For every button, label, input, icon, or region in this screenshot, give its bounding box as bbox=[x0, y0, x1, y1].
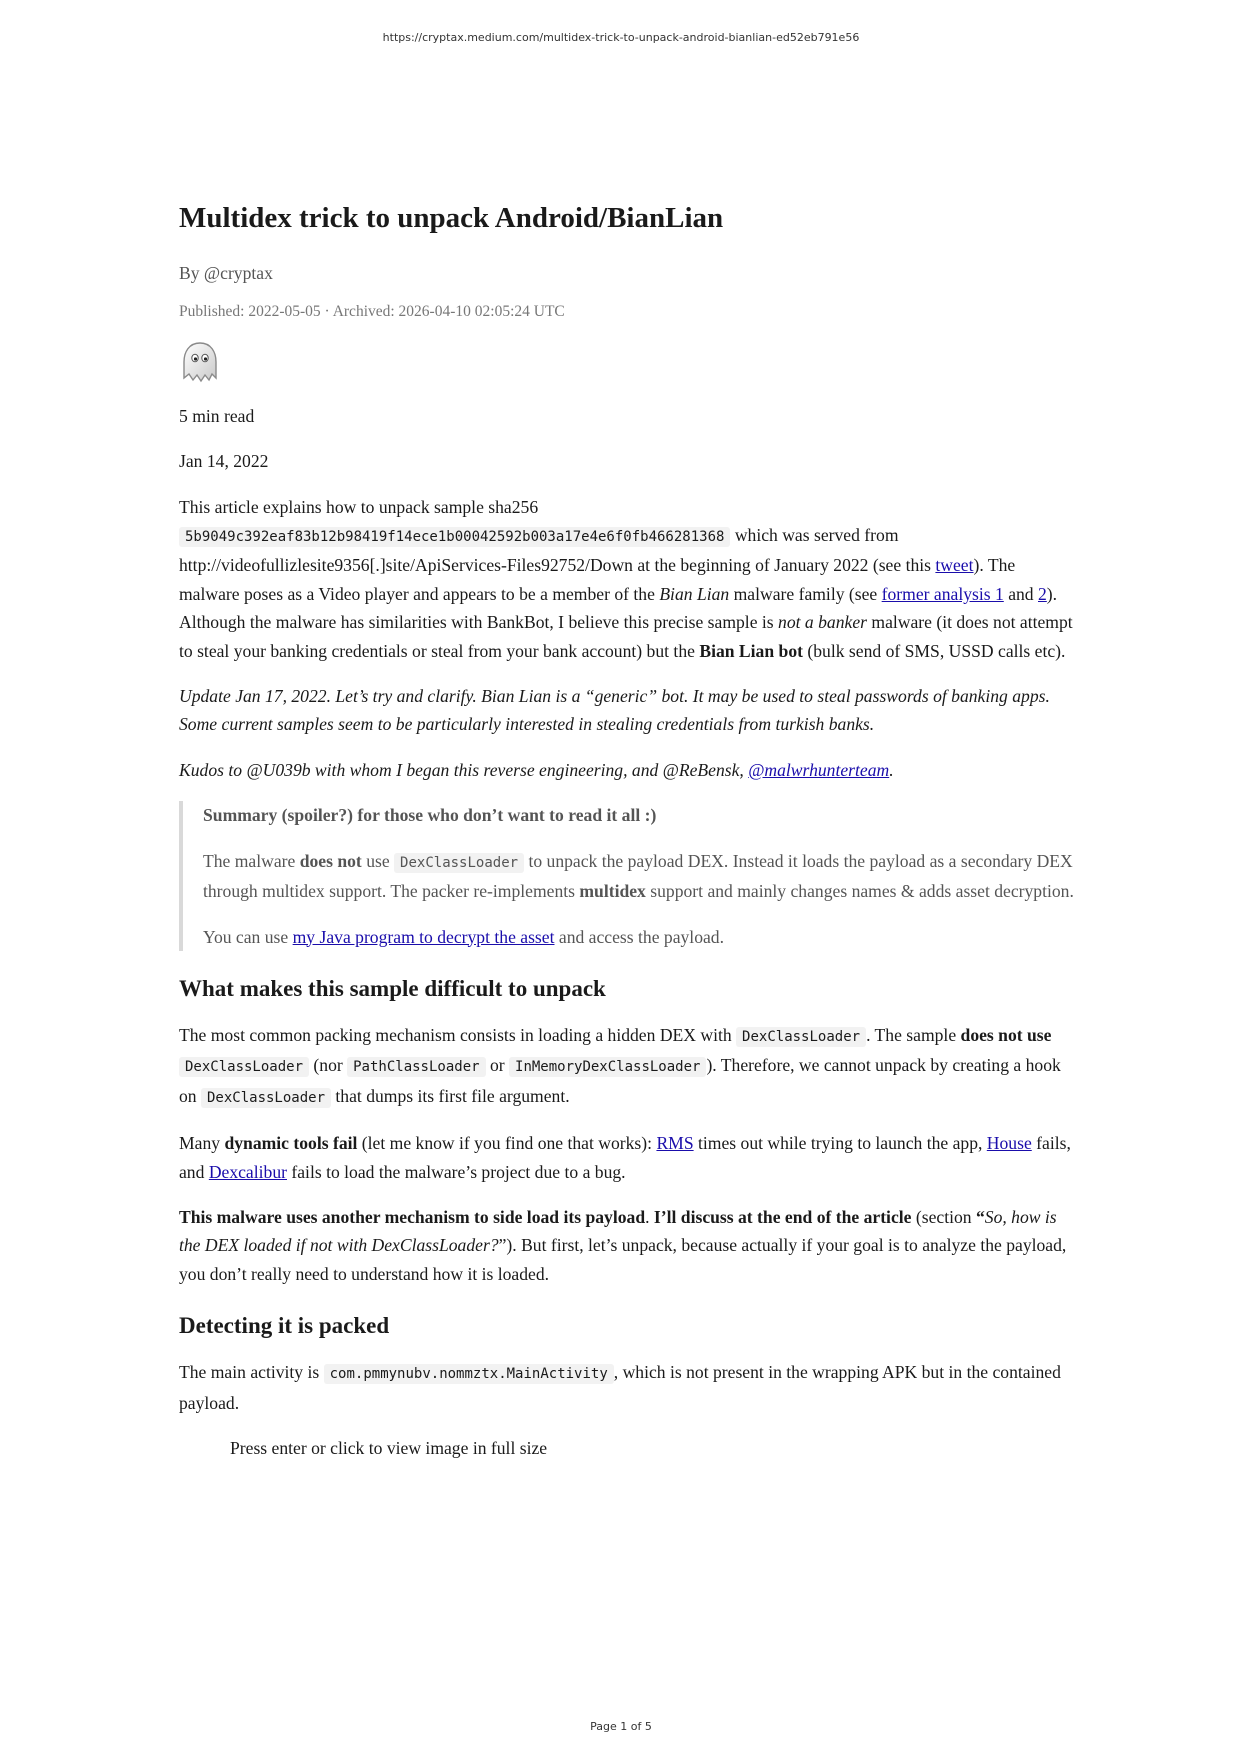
packing-paragraph: The most common packing mechanism consists in loading a hidden DEX with DexClassLoader . The sample does not use DexClassLoader (nor PathClassLoader or InMemoryDexClassLoader ). Therefore, we cannot unpack by creating a hook on DexClassLoader that dumps its first file argument. bbox=[179, 1024, 1061, 1106]
section-heading-detecting: Detecting it is packed bbox=[179, 1313, 390, 1339]
read-time: 5 min read bbox=[179, 405, 255, 426]
former-analysis-link[interactable]: former analysis 1 bbox=[881, 583, 1004, 604]
update-note: Update Jan 17, 2022. Let’s try and clarify. Bian Lian is a “generic” bot. It may be used to steal passwords of banking apps. Some current samples seem to be particularly interested in stealing credentials from turkish banks. bbox=[179, 686, 1050, 735]
main-activity-paragraph: The main activity is com.pmmynubv.nommztx.MainActivity , which is not present in the wrapping APK but in the contained payload. bbox=[179, 1362, 1061, 1413]
ghost-icon bbox=[179, 340, 221, 384]
image-caption[interactable]: Press enter or click to view image in full size bbox=[230, 1437, 548, 1458]
summary-blockquote bbox=[179, 801, 1074, 951]
avatar bbox=[179, 340, 1074, 384]
summary-title: Summary (spoiler?) for those who don’t want to read it all :) bbox=[203, 805, 657, 826]
article bbox=[179, 200, 1074, 1479]
intro-paragraph: This article explains how to unpack sample sha256 5b9049c392eaf83b12b98419f14ece1b00042592b003a17e4e6f0fb466281368 which was served from http://videofullizlesite9356[.]site/ApiServices-Files92752/Down at the beginning of January 2022 (see this tweet). The malware poses as a Video player and appears to be a member of the Bian Lian malware family (see former analysis 1 and 2). Although the malware has similarities with BankBot, I believe this precise sample is not a banker malware (it does not attempt to steal your banking credentials or steal from your bank account) but the Bian Lian bot (bulk send of SMS, USSD calls etc). bbox=[179, 496, 1073, 661]
sample-hash: 5b9049c392eaf83b12b98419f14ece1b00042592b003a17e4e6f0fb466281368 bbox=[179, 527, 730, 547]
publish-meta: Published: 2022-05-05 · Archived: 2026-04-10 02:05:24 UTC bbox=[179, 303, 565, 321]
article-date: Jan 14, 2022 bbox=[179, 451, 269, 472]
analysis-2-link[interactable]: 2 bbox=[1038, 583, 1047, 604]
author-byline: By @cryptax bbox=[179, 263, 273, 283]
house-link[interactable]: House bbox=[986, 1133, 1032, 1154]
tools-paragraph: Many dynamic tools fail (let me know if you find one that works): RMS times out while trying to launch the app, House fails, and Dexcalibur fails to load the malware’s project due to a bug. bbox=[179, 1133, 1071, 1182]
article-title: Multidex trick to unpack Android/BianLian bbox=[179, 202, 724, 234]
java-decrypt-link[interactable]: my Java program to decrypt the asset bbox=[292, 926, 555, 947]
section-heading-difficult: What makes this sample difficult to unpack bbox=[179, 975, 606, 1001]
mechanism-paragraph: This malware uses another mechanism to side load its payload. I’ll discuss at the end of the article (section “So, how is the DEX loaded if not with DexClassLoader?”). But first, let’s unpack, because actually if your goal is to analyze the payload, you don’t really need to understand how it is loaded. bbox=[179, 1206, 1067, 1284]
page-number: Page 1 of 5 bbox=[590, 1720, 652, 1733]
dexcalibur-link[interactable]: Dexcalibur bbox=[208, 1161, 287, 1182]
rms-link[interactable]: RMS bbox=[656, 1133, 694, 1154]
summary-decrypt-paragraph: You can use my Java program to decrypt the asset and access the payload. bbox=[203, 926, 724, 947]
malwrhunterteam-link[interactable]: @malwrhunterteam bbox=[748, 759, 890, 780]
summary-paragraph: The malware does not use DexClassLoader to unpack the payload DEX. Instead it loads the payload as a secondary DEX through multidex support. The packer re-implements multidex support and mainly changes names & adds asset decryption. bbox=[203, 850, 1074, 902]
page-url-header: https://cryptax.medium.com/multidex-trick-to-unpack-android-bianlian-ed52eb791e56 bbox=[382, 31, 860, 44]
kudos-note: Kudos to @U039b with whom I began this reverse engineering, and @ReBensk, @malwrhunterteam. bbox=[179, 759, 894, 780]
tweet-link[interactable]: tweet bbox=[935, 555, 974, 576]
